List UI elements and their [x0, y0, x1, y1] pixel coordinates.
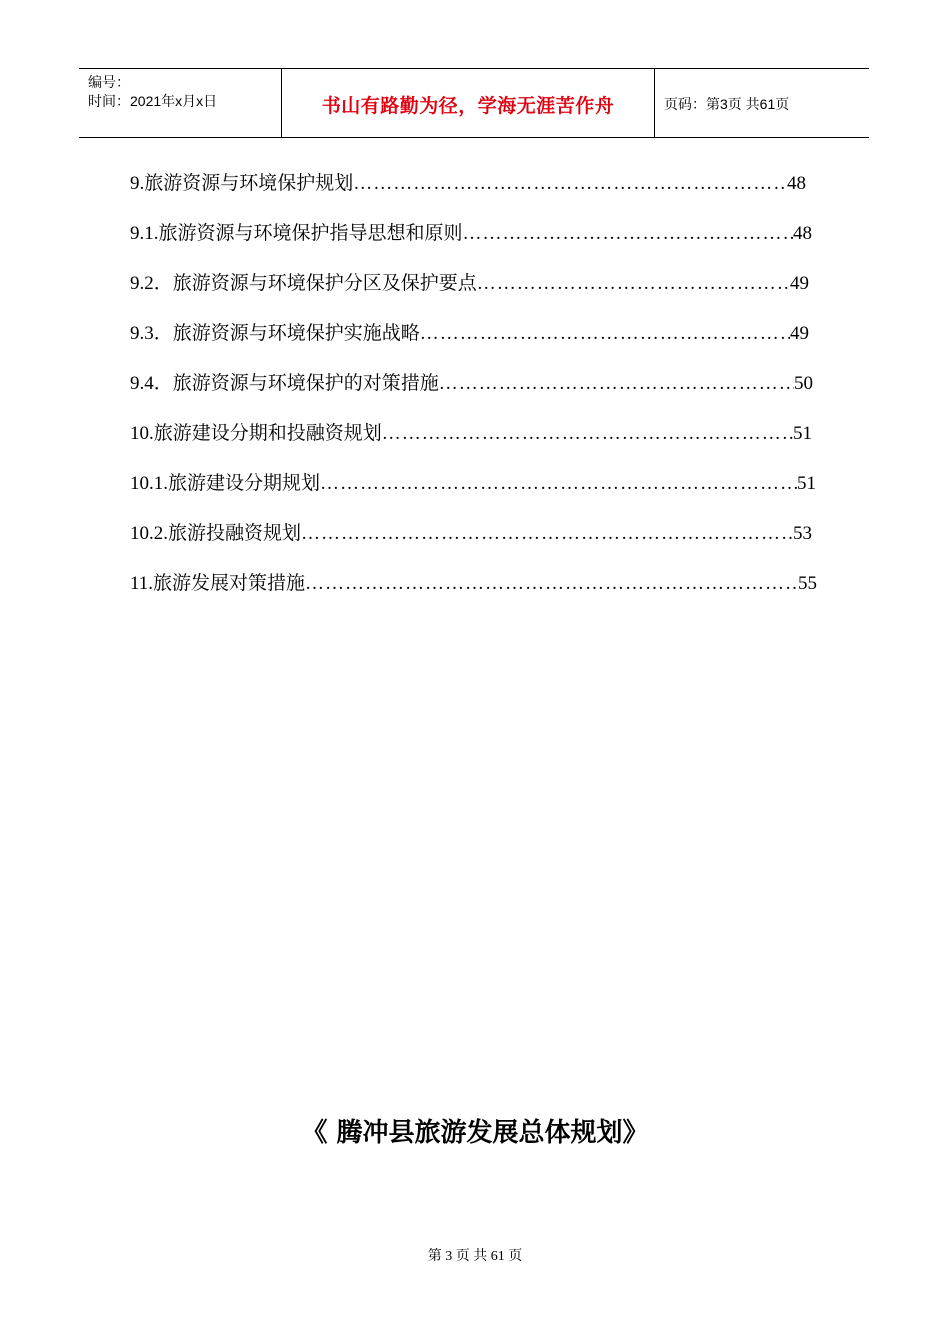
toc-entry-title: 10.旅游建设分期和投融资规划 [130, 423, 382, 444]
document-title: 《 腾冲县旅游发展总体规划》 [301, 1118, 649, 1148]
toc-entry[interactable] [130, 272, 809, 296]
toc-leader-dots [320, 472, 797, 496]
toc-entry[interactable] [130, 572, 817, 596]
page-info: 页码：第3页 共61页 [664, 96, 790, 112]
motto-text: 书山有路勤为径，学海无涯苦作舟 [321, 95, 615, 117]
toc-leader-dots [301, 522, 793, 546]
toc-entry-title: 9.3．旅游资源与环境保护实施战略 [130, 323, 420, 344]
toc-entry[interactable] [130, 472, 816, 496]
header-info-cell [79, 69, 282, 137]
toc-entry[interactable] [130, 222, 812, 246]
toc-entry-page: 48 [793, 223, 812, 244]
toc-entry[interactable] [130, 372, 813, 396]
toc-entry[interactable] [130, 522, 812, 546]
toc-entry-page: 51 [797, 473, 816, 494]
toc-entry-page: 49 [790, 323, 809, 344]
toc-entry[interactable] [130, 172, 806, 196]
header-page-cell [655, 69, 869, 137]
toc-leader-dots [382, 422, 793, 446]
toc-entry-title: 9.1.旅游资源与环境保护指导思想和原则 [130, 223, 463, 244]
toc-entry-title: 11.旅游发展对策措施 [130, 573, 306, 594]
header-motto-cell [282, 69, 655, 137]
toc-leader-dots [305, 572, 798, 596]
page-footer: 第 3 页 共 61 页 [427, 1249, 523, 1264]
toc-entry-page: 50 [794, 373, 813, 394]
toc-entry[interactable] [130, 422, 812, 446]
toc-entry-page: 48 [787, 173, 806, 194]
toc-entry-page: 51 [793, 423, 812, 444]
toc-entry-page: 49 [790, 273, 809, 294]
toc-entry[interactable] [130, 322, 809, 346]
toc-entry-page: 53 [793, 523, 812, 544]
toc-leader-dots [353, 172, 787, 196]
toc-entry-title: 10.2.旅游投融资规划 [130, 523, 302, 544]
toc-leader-dots [420, 322, 790, 346]
toc-entry-title: 9.4．旅游资源与环境保护的对策措施 [130, 373, 439, 394]
toc-leader-dots [439, 372, 794, 396]
toc-leader-dots [477, 272, 790, 296]
toc-entry-title: 9.2．旅游资源与环境保护分区及保护要点 [130, 273, 477, 294]
date-line: 时间：2021年x月x日 [88, 93, 218, 109]
page-header [79, 68, 869, 138]
toc-entry-page: 55 [798, 573, 817, 594]
number-label: 编号： [88, 74, 130, 90]
toc-leader-dots [463, 222, 793, 246]
toc-entry-title: 9.旅游资源与环境保护规划 [130, 173, 354, 194]
toc-entry-title: 10.1.旅游建设分期规划 [130, 473, 321, 494]
